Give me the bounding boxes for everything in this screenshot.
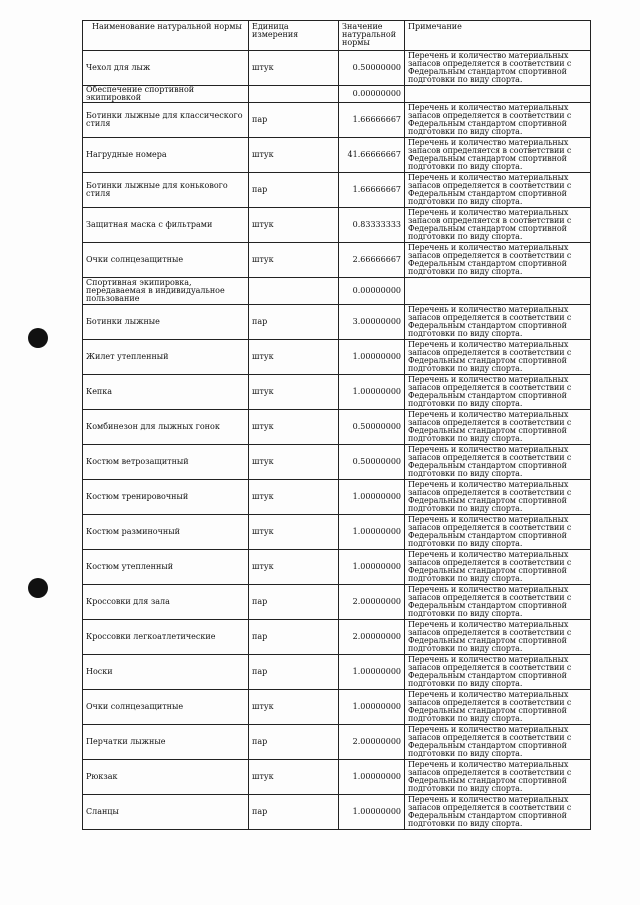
norm-name-cell: Костюм тренировочный	[83, 480, 249, 515]
value-cell: 1.00000000	[339, 340, 405, 375]
table-row	[83, 620, 591, 655]
table-row	[83, 760, 591, 795]
note-cell: Перечень и количество материальных запасов определяется в соответствии с Федеральным стандартом спортивной подготовки по виду спорта.	[405, 375, 591, 410]
column-header-name: Наименование натуральной нормы	[83, 21, 249, 51]
unit-cell: штук	[249, 550, 339, 585]
punch-hole-mark	[28, 578, 48, 598]
note-cell: Перечень и количество материальных запасов определяется в соответствии с Федеральным стандартом спортивной подготовки по виду спорта.	[405, 550, 591, 585]
value-cell: 2.66666667	[339, 243, 405, 278]
table-row	[83, 585, 591, 620]
table-row	[83, 375, 591, 410]
value-cell: 0.50000000	[339, 445, 405, 480]
table-row	[83, 795, 591, 830]
table-row	[83, 655, 591, 690]
unit-cell	[249, 278, 339, 305]
table-row	[83, 725, 591, 760]
unit-cell: штук	[249, 375, 339, 410]
note-cell	[405, 278, 591, 305]
note-cell: Перечень и количество материальных запасов определяется в соответствии с Федеральным стандартом спортивной подготовки по виду спорта.	[405, 243, 591, 278]
value-cell: 1.66666667	[339, 103, 405, 138]
unit-cell: штук	[249, 690, 339, 725]
value-cell: 0.00000000	[339, 86, 405, 103]
norm-name-cell: Очки солнцезащитные	[83, 690, 249, 725]
note-cell: Перечень и количество материальных запасов определяется в соответствии с Федеральным стандартом спортивной подготовки по виду спорта.	[405, 208, 591, 243]
unit-cell: пар	[249, 103, 339, 138]
value-cell: 2.00000000	[339, 585, 405, 620]
table-row	[83, 103, 591, 138]
value-cell: 1.00000000	[339, 515, 405, 550]
norm-name-cell: Чехол для лыж	[83, 51, 249, 86]
norm-name-cell: Очки солнцезащитные	[83, 243, 249, 278]
unit-cell: штук	[249, 445, 339, 480]
note-cell: Перечень и количество материальных запасов определяется в соответствии с Федеральным стандартом спортивной подготовки по виду спорта.	[405, 620, 591, 655]
group-name-cell: Спортивная экипировка, передаваемая в индивидуальное пользование	[83, 278, 249, 305]
value-cell: 0.00000000	[339, 278, 405, 305]
norm-name-cell: Защитная маска с фильтрами	[83, 208, 249, 243]
unit-cell: пар	[249, 795, 339, 830]
unit-cell: штук	[249, 340, 339, 375]
unit-cell: штук	[249, 480, 339, 515]
note-cell: Перечень и количество материальных запасов определяется в соответствии с Федеральным стандартом спортивной подготовки по виду спорта.	[405, 760, 591, 795]
norm-name-cell: Кроссовки легкоатлетические	[83, 620, 249, 655]
unit-cell: пар	[249, 725, 339, 760]
column-header-unit: Единица измерения	[249, 21, 339, 51]
value-cell: 1.00000000	[339, 550, 405, 585]
value-cell: 2.00000000	[339, 725, 405, 760]
norm-name-cell: Рюкзак	[83, 760, 249, 795]
table-row-group	[83, 278, 591, 305]
note-cell: Перечень и количество материальных запасов определяется в соответствии с Федеральным стандартом спортивной подготовки по виду спорта.	[405, 103, 591, 138]
table-row	[83, 208, 591, 243]
note-cell: Перечень и количество материальных запасов определяется в соответствии с Федеральным стандартом спортивной подготовки по виду спорта.	[405, 51, 591, 86]
norm-name-cell: Кроссовки для зала	[83, 585, 249, 620]
column-header-value: Значение натуральной нормы	[339, 21, 405, 51]
norm-name-cell: Перчатки лыжные	[83, 725, 249, 760]
table-row	[83, 138, 591, 173]
note-cell: Перечень и количество материальных запасов определяется в соответствии с Федеральным стандартом спортивной подготовки по виду спорта.	[405, 410, 591, 445]
norm-name-cell: Жилет утепленный	[83, 340, 249, 375]
norm-name-cell: Носки	[83, 655, 249, 690]
note-cell: Перечень и количество материальных запасов определяется в соответствии с Федеральным стандартом спортивной подготовки по виду спорта.	[405, 445, 591, 480]
value-cell: 3.00000000	[339, 305, 405, 340]
note-cell: Перечень и количество материальных запасов определяется в соответствии с Федеральным стандартом спортивной подготовки по виду спорта.	[405, 690, 591, 725]
value-cell: 0.83333333	[339, 208, 405, 243]
norm-name-cell: Ботинки лыжные	[83, 305, 249, 340]
unit-cell: пар	[249, 305, 339, 340]
table-row	[83, 445, 591, 480]
note-cell: Перечень и количество материальных запасов определяется в соответствии с Федеральным стандартом спортивной подготовки по виду спорта.	[405, 340, 591, 375]
table-row	[83, 410, 591, 445]
unit-cell: штук	[249, 760, 339, 795]
value-cell: 41.66666667	[339, 138, 405, 173]
norm-name-cell: Комбинезон для лыжных гонок	[83, 410, 249, 445]
note-cell: Перечень и количество материальных запасов определяется в соответствии с Федеральным стандартом спортивной подготовки по виду спорта.	[405, 725, 591, 760]
value-cell: 1.00000000	[339, 655, 405, 690]
unit-cell: штук	[249, 51, 339, 86]
norm-name-cell: Нагрудные номера	[83, 138, 249, 173]
note-cell: Перечень и количество материальных запасов определяется в соответствии с Федеральным стандартом спортивной подготовки по виду спорта.	[405, 795, 591, 830]
value-cell: 1.00000000	[339, 375, 405, 410]
table-row	[83, 515, 591, 550]
note-cell: Перечень и количество материальных запасов определяется в соответствии с Федеральным стандартом спортивной подготовки по виду спорта.	[405, 173, 591, 208]
norms-table	[82, 20, 591, 830]
table-row	[83, 243, 591, 278]
table-row	[83, 550, 591, 585]
note-cell	[405, 86, 591, 103]
unit-cell: пар	[249, 620, 339, 655]
table-row	[83, 480, 591, 515]
unit-cell	[249, 86, 339, 103]
value-cell: 0.50000000	[339, 410, 405, 445]
table-row	[83, 305, 591, 340]
norm-name-cell: Ботинки лыжные для классического стиля	[83, 103, 249, 138]
note-cell: Перечень и количество материальных запасов определяется в соответствии с Федеральным стандартом спортивной подготовки по виду спорта.	[405, 515, 591, 550]
value-cell: 1.00000000	[339, 690, 405, 725]
unit-cell: пар	[249, 585, 339, 620]
unit-cell: штук	[249, 243, 339, 278]
value-cell: 1.00000000	[339, 795, 405, 830]
norm-name-cell: Ботинки лыжные для конькового стиля	[83, 173, 249, 208]
table-row	[83, 340, 591, 375]
value-cell: 1.66666667	[339, 173, 405, 208]
note-cell: Перечень и количество материальных запасов определяется в соответствии с Федеральным стандартом спортивной подготовки по виду спорта.	[405, 655, 591, 690]
column-header-note: Примечание	[405, 21, 591, 51]
norm-name-cell: Костюм утепленный	[83, 550, 249, 585]
unit-cell: штук	[249, 410, 339, 445]
punch-hole-mark	[28, 328, 48, 348]
table-row	[83, 173, 591, 208]
note-cell: Перечень и количество материальных запасов определяется в соответствии с Федеральным стандартом спортивной подготовки по виду спорта.	[405, 305, 591, 340]
unit-cell: пар	[249, 173, 339, 208]
unit-cell: штук	[249, 515, 339, 550]
value-cell: 2.00000000	[339, 620, 405, 655]
unit-cell: штук	[249, 208, 339, 243]
norm-name-cell: Костюм ветрозащитный	[83, 445, 249, 480]
note-cell: Перечень и количество материальных запасов определяется в соответствии с Федеральным стандартом спортивной подготовки по виду спорта.	[405, 585, 591, 620]
unit-cell: пар	[249, 655, 339, 690]
norm-name-cell: Кепка	[83, 375, 249, 410]
unit-cell: штук	[249, 138, 339, 173]
value-cell: 1.00000000	[339, 480, 405, 515]
table-header-row	[83, 21, 591, 51]
note-cell: Перечень и количество материальных запасов определяется в соответствии с Федеральным стандартом спортивной подготовки по виду спорта.	[405, 480, 591, 515]
value-cell: 1.00000000	[339, 760, 405, 795]
table-row	[83, 690, 591, 725]
table-row	[83, 51, 591, 86]
norm-name-cell: Костюм разминочный	[83, 515, 249, 550]
note-cell: Перечень и количество материальных запасов определяется в соответствии с Федеральным стандартом спортивной подготовки по виду спорта.	[405, 138, 591, 173]
group-name-cell: Обеспечение спортивной экипировкой	[83, 86, 249, 103]
norm-name-cell: Сланцы	[83, 795, 249, 830]
table-row-group	[83, 86, 591, 103]
value-cell: 0.50000000	[339, 51, 405, 86]
